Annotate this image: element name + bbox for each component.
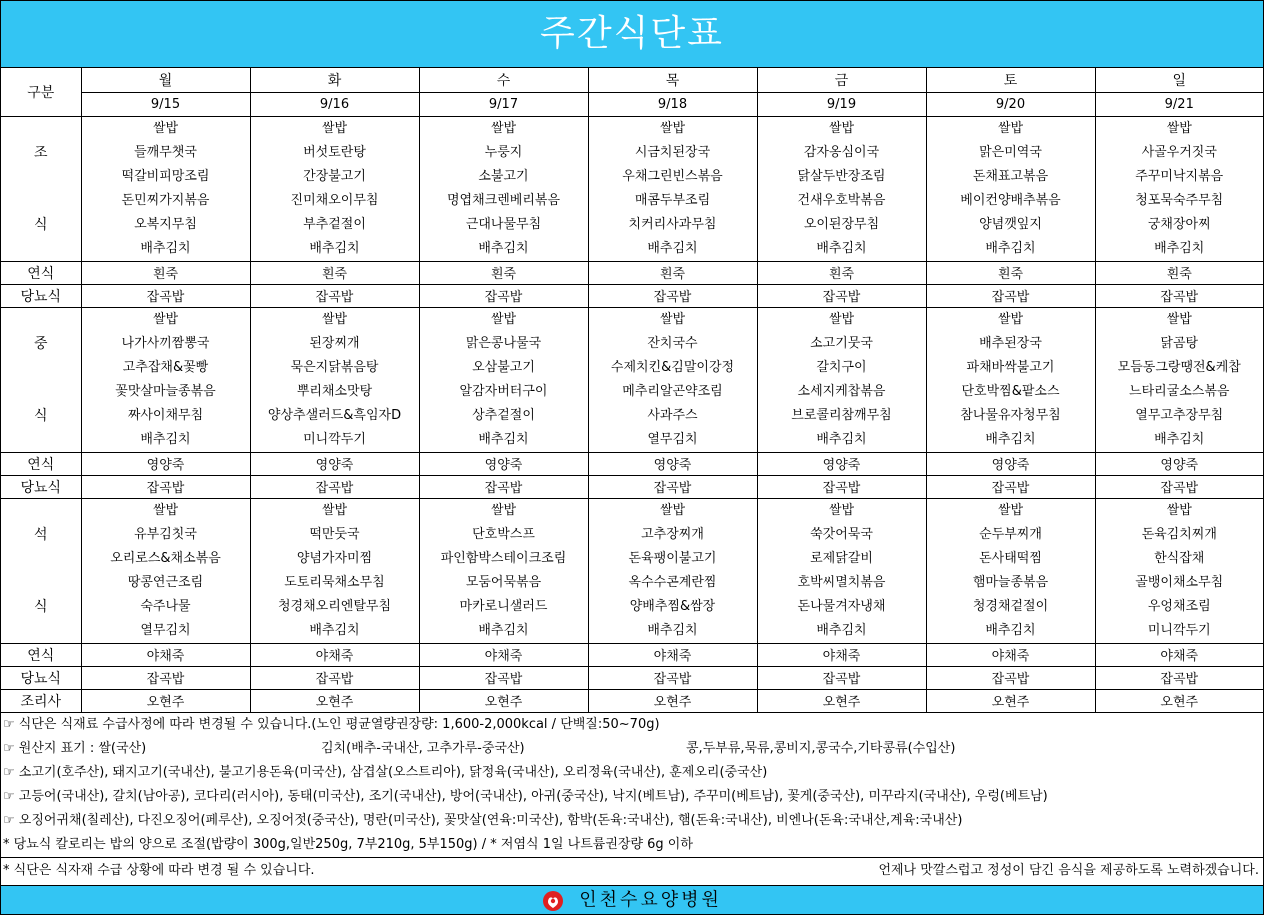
bottom-notice-right: 언제나 맛깔스럽고 정성이 담긴 음식을 제공하도록 노력하겠습니다. (878, 862, 1259, 878)
menu-item: 부추겉절이 (303, 216, 366, 232)
menu-item: 쌀밥 (490, 502, 517, 518)
dinner-soft-cell: 야채죽 (926, 643, 1095, 666)
menu-table (1, 68, 1263, 713)
page-title: 주간식단표 (1, 1, 1263, 68)
dinner-diabetic-cell: 잡곡밥 (1095, 666, 1263, 689)
lunch-menu-cell (926, 307, 1095, 452)
dinner-diabetic-row (1, 666, 1263, 689)
lunch-diabetic-cell: 잡곡밥 (757, 475, 926, 498)
lunch-menu-cell (757, 307, 926, 452)
lunch-diabetic-cell: 잡곡밥 (81, 475, 250, 498)
menu-item: 배추김치 (309, 240, 360, 256)
dinner-soft-cell: 야채죽 (250, 643, 419, 666)
menu-item: 미니깍두기 (303, 431, 366, 447)
dinner-menu-cell (81, 498, 250, 643)
menu-item: 근대나물무침 (465, 216, 542, 232)
menu-item: 참나물유자청무침 (960, 407, 1061, 423)
menu-item: 청경채오리엔탈무침 (277, 598, 392, 614)
day-name: 일 (1095, 68, 1263, 92)
dinner-soft-cell: 야채죽 (419, 643, 588, 666)
menu-item: 쌀밥 (490, 120, 517, 136)
menu-item: 열무고추장무침 (1135, 407, 1224, 423)
menu-item: 쌀밥 (828, 120, 855, 136)
menu-item: 모둠어묵볶음 (465, 574, 542, 590)
cook-label: 조리사 (1, 689, 81, 712)
dinner-soft-cell: 야채죽 (588, 643, 757, 666)
menu-item: 배추김치 (816, 622, 867, 638)
menu-item: 한식잡채 (1154, 550, 1205, 566)
note-origin-rice-kimchi (1, 737, 1263, 761)
breakfast-diabetic-row (1, 284, 1263, 307)
dinner-soft-cell: 야채죽 (757, 643, 926, 666)
lunch-soft-cell: 영양죽 (419, 452, 588, 475)
dinner-diabetic-cell: 잡곡밥 (926, 666, 1095, 689)
menu-item: 매콤두부조림 (634, 192, 711, 208)
menu-item: 궁채장아찌 (1147, 216, 1211, 232)
day-name: 화 (250, 68, 419, 92)
menu-item: 오리로스&채소볶음 (110, 550, 221, 566)
menu-item: 진미채오이무침 (290, 192, 379, 208)
breakfast-menu-cell (757, 116, 926, 261)
menu-item: 햄마늘종볶음 (972, 574, 1049, 590)
menu-item: 쌀밥 (997, 311, 1024, 327)
menu-item: 배추된장국 (979, 335, 1042, 351)
breakfast-label-bottom: 식 (33, 216, 48, 233)
cook-cell: 오현주 (757, 689, 926, 712)
menu-item: 메추리알곤약조림 (622, 383, 723, 399)
menu-item: 감자옹심이국 (803, 144, 880, 160)
day-name: 수 (419, 68, 588, 92)
menu-item: 알감자버터구이 (459, 383, 548, 399)
dinner-label-bottom: 식 (33, 598, 48, 615)
dinner-menu-cell (757, 498, 926, 643)
menu-item: 호박씨멸치볶음 (797, 574, 886, 590)
day-name: 금 (757, 68, 926, 92)
menu-item: 배추김치 (816, 431, 867, 447)
menu-item: 쌀밥 (828, 311, 855, 327)
header-date-row (1, 92, 1263, 116)
lunch-soft-cell: 영양죽 (250, 452, 419, 475)
dinner-diabetic-cell: 잡곡밥 (588, 666, 757, 689)
breakfast-diabetic-cell: 잡곡밥 (81, 284, 250, 307)
hospital-logo-icon (542, 890, 564, 912)
header-gubun: 구분 (1, 68, 81, 116)
breakfast-diabetic-cell: 잡곡밥 (1095, 284, 1263, 307)
breakfast-soft-label: 연식 (1, 261, 81, 284)
menu-item: 간장불고기 (303, 168, 366, 184)
breakfast-diabetic-cell: 잡곡밥 (926, 284, 1095, 307)
menu-item: 양상추샐러드&흑임자D (267, 407, 402, 423)
day-date: 9/15 (81, 92, 250, 116)
menu-item: 꽃맛살마늘종볶음 (115, 383, 216, 399)
day-date: 9/19 (757, 92, 926, 116)
menu-item: 오복지무침 (134, 216, 197, 232)
dinner-diabetic-cell: 잡곡밥 (757, 666, 926, 689)
menu-item: 오삼불고기 (472, 359, 535, 375)
menu-item: 모듬동그랑땡전&케찹 (1117, 359, 1241, 375)
breakfast-label-top: 조 (33, 144, 48, 161)
menu-item: 도토리묵채소무침 (284, 574, 385, 590)
menu-item: 쌀밥 (321, 502, 348, 518)
dinner-menu-cell (1095, 498, 1263, 643)
breakfast-soft-cell: 흰죽 (588, 261, 757, 284)
lunch-menu-cell (81, 307, 250, 452)
menu-item: 상추겉절이 (472, 407, 535, 423)
dinner-menu-cell (250, 498, 419, 643)
dinner-menu-cell (926, 498, 1095, 643)
menu-item: 버섯토란탕 (303, 144, 366, 160)
day-date: 9/16 (250, 92, 419, 116)
note-origin-fish: ☞ 고등어(국내산), 갈치(남아공), 코다리(러시아), 동태(미국산), 조기(국내산), 방어(국내산), 아귀(중국산), 낙지(베트남), 주꾸미(베트남), 꽃게(중국산), 미꾸라지(국내산), 우렁(베트남) (3, 788, 1048, 804)
dinner-menu-cell (419, 498, 588, 643)
menu-item: 쌀밥 (1166, 120, 1192, 136)
menu-item: 건새우호박볶음 (797, 192, 886, 208)
menu-item: 치커리사과무침 (628, 216, 717, 232)
dinner-soft-cell: 야채죽 (81, 643, 250, 666)
menu-item: 마카로니샐러드 (459, 598, 548, 614)
menu-item: 쌀밥 (828, 502, 855, 518)
cook-cell: 오현주 (926, 689, 1095, 712)
lunch-label (1, 307, 81, 452)
menu-item: 숙주나물 (140, 598, 191, 614)
lunch-row (1, 307, 1263, 452)
cook-cell: 오현주 (419, 689, 588, 712)
lunch-label-bottom: 식 (33, 407, 48, 424)
menu-item: 순두부찌개 (979, 526, 1042, 542)
cook-cell: 오현주 (250, 689, 419, 712)
menu-item: 배추김치 (985, 240, 1036, 256)
dinner-diabetic-cell: 잡곡밥 (250, 666, 419, 689)
menu-item: 배추김치 (985, 431, 1036, 447)
dinner-row (1, 498, 1263, 643)
menu-item: 시금치된장국 (634, 144, 711, 160)
menu-item: 뿌리채소맛탕 (296, 383, 373, 399)
menu-item: 쌀밥 (152, 502, 179, 518)
notes-section (1, 713, 1263, 857)
lunch-menu-cell (588, 307, 757, 452)
breakfast-soft-cell: 흰죽 (926, 261, 1095, 284)
menu-item: 청포묵숙주무침 (1135, 192, 1224, 208)
lunch-diabetic-cell: 잡곡밥 (1095, 475, 1263, 498)
menu-item: 쌀밥 (152, 311, 179, 327)
dinner-diabetic-cell: 잡곡밥 (419, 666, 588, 689)
menu-item: 쌀밥 (997, 502, 1024, 518)
menu-item: 양념가자미찜 (296, 550, 373, 566)
breakfast-menu-cell (250, 116, 419, 261)
lunch-diabetic-cell: 잡곡밥 (926, 475, 1095, 498)
note-origin-meat: ☞ 소고기(호주산), 돼지고기(국내산), 불고기용돈육(미국산), 삼겹살(오스트리아), 닭정육(국내산), 오리정육(국내산), 훈제오리(중국산) (3, 764, 768, 780)
lunch-diabetic-cell: 잡곡밥 (588, 475, 757, 498)
cook-cell: 오현주 (1095, 689, 1263, 712)
lunch-diabetic-label: 당뇨식 (1, 475, 81, 498)
menu-item: 쌀밥 (659, 502, 686, 518)
menu-item: 배추김치 (140, 240, 191, 256)
breakfast-soft-row (1, 261, 1263, 284)
dinner-diabetic-label: 당뇨식 (1, 666, 81, 689)
lunch-soft-cell: 영양죽 (1095, 452, 1263, 475)
menu-item: 유부김칫국 (134, 526, 197, 542)
menu-item: 닭살두반장조림 (797, 168, 886, 184)
menu-item: 된장찌개 (309, 335, 360, 351)
menu-item: 돈사태떡찜 (979, 550, 1042, 566)
breakfast-diabetic-label: 당뇨식 (1, 284, 81, 307)
day-date: 9/20 (926, 92, 1095, 116)
menu-item: 짜사이채무침 (127, 407, 204, 423)
menu-item: 고추잡채&꽃빵 (122, 359, 209, 375)
menu-item: 옥수수콘계란찜 (628, 574, 717, 590)
menu-item: 누룽지 (484, 144, 523, 160)
breakfast-menu-cell (926, 116, 1095, 261)
menu-item: 쌀밥 (1166, 311, 1192, 327)
menu-item: 돈나물겨자냉채 (797, 598, 886, 614)
breakfast-soft-cell: 흰죽 (419, 261, 588, 284)
menu-item: 파인함박스테이크조림 (440, 550, 567, 566)
breakfast-soft-cell: 흰죽 (1095, 261, 1263, 284)
menu-item: 쌀밥 (997, 120, 1024, 136)
menu-item: 열무김치 (647, 431, 698, 447)
menu-item: 배추김치 (985, 622, 1036, 638)
menu-item: 쌀밥 (152, 120, 179, 136)
menu-item: 배추김치 (1154, 431, 1205, 447)
menu-item: 단호박스프 (472, 526, 535, 542)
header-day-row (1, 68, 1263, 92)
menu-item: 쑥갓어묵국 (810, 526, 873, 542)
menu-item: 느타리굴소스볶음 (1129, 383, 1230, 399)
lunch-menu-cell (419, 307, 588, 452)
breakfast-label (1, 116, 81, 261)
menu-item: 배추김치 (647, 240, 698, 256)
menu-item: 소고기뭇국 (810, 335, 873, 351)
dinner-label (1, 498, 81, 643)
breakfast-soft-cell: 흰죽 (81, 261, 250, 284)
lunch-diabetic-cell: 잡곡밥 (419, 475, 588, 498)
menu-item: 배추김치 (478, 240, 529, 256)
dinner-soft-cell: 야채죽 (1095, 643, 1263, 666)
menu-item: 우채그린빈스볶음 (622, 168, 723, 184)
menu-item: 배추김치 (309, 622, 360, 638)
day-date: 9/18 (588, 92, 757, 116)
note-origin-processed: ☞ 오징어귀채(칠레산), 다진오징어(페루산), 오징어젓(중국산), 명란(미국산), 꽃맛살(연육:미국산), 함박(돈육:국내산), 햄(돈육:국내산), 비엔나(돈육:국내산,계육:국내산) (3, 812, 963, 828)
dinner-menu-cell (588, 498, 757, 643)
menu-item: 돈민찌가지볶음 (121, 192, 210, 208)
lunch-diabetic-row (1, 475, 1263, 498)
menu-item: 배추김치 (647, 622, 698, 638)
menu-item: 나가사끼짬뽕국 (121, 335, 210, 351)
menu-item: 쌀밥 (321, 311, 348, 327)
menu-item: 배추김치 (816, 240, 867, 256)
lunch-soft-row (1, 452, 1263, 475)
menu-item: 배추김치 (478, 622, 529, 638)
menu-item: 우엉채조림 (1147, 598, 1211, 614)
menu-item: 들깨무챗국 (134, 144, 197, 160)
menu-item: 돈육팽이불고기 (628, 550, 717, 566)
menu-item: 쌀밥 (490, 311, 517, 327)
cook-cell: 오현주 (81, 689, 250, 712)
lunch-soft-cell: 영양죽 (81, 452, 250, 475)
menu-item: 고추장찌개 (641, 526, 704, 542)
day-name: 목 (588, 68, 757, 92)
menu-item: 파채바싹불고기 (966, 359, 1055, 375)
lunch-soft-cell: 영양죽 (757, 452, 926, 475)
menu-item: 묵은지닭볶음탕 (290, 359, 379, 375)
menu-item: 명엽채크렌베리볶음 (446, 192, 561, 208)
menu-item: 브로콜리참깨무침 (791, 407, 892, 423)
menu-item: 로제닭갈비 (810, 550, 873, 566)
breakfast-diabetic-cell: 잡곡밥 (757, 284, 926, 307)
menu-item: 쌀밥 (659, 120, 686, 136)
day-date: 9/17 (419, 92, 588, 116)
day-name: 월 (81, 68, 250, 92)
cook-row (1, 689, 1263, 712)
breakfast-soft-cell: 흰죽 (250, 261, 419, 284)
breakfast-diabetic-cell: 잡곡밥 (419, 284, 588, 307)
lunch-soft-label: 연식 (1, 452, 81, 475)
lunch-soft-cell: 영양죽 (588, 452, 757, 475)
menu-item: 배추김치 (1154, 240, 1205, 256)
menu-item: 떡갈비피망조림 (121, 168, 210, 184)
menu-item: 단호박찜&팥소스 (961, 383, 1060, 399)
menu-item: 닭곰탕 (1160, 335, 1199, 351)
menu-item: 갈치구이 (816, 359, 867, 375)
menu-item: 골뱅이채소무침 (1135, 574, 1224, 590)
dinner-soft-row (1, 643, 1263, 666)
menu-item: 소불고기 (478, 168, 529, 184)
menu-item: 양배추찜&쌈장 (629, 598, 716, 614)
menu-item: 청경채겉절이 (972, 598, 1049, 614)
lunch-soft-cell: 영양죽 (926, 452, 1095, 475)
breakfast-diabetic-cell: 잡곡밥 (588, 284, 757, 307)
breakfast-soft-cell: 흰죽 (757, 261, 926, 284)
menu-item: 떡만둣국 (309, 526, 360, 542)
menu-item: 돈육김치찌개 (1141, 526, 1217, 542)
lunch-diabetic-cell: 잡곡밥 (250, 475, 419, 498)
menu-item: 사과주스 (647, 407, 698, 423)
menu-item: 베이컨양배추볶음 (960, 192, 1061, 208)
note-origin-rice: ☞ 원산지 표기 : 쌀(국산) (3, 740, 147, 756)
menu-item: 쌀밥 (321, 120, 348, 136)
menu-item: 열무김치 (140, 622, 191, 638)
hospital-name: 인천수요양병원 (579, 889, 722, 911)
menu-item: 맑은콩나물국 (465, 335, 542, 351)
breakfast-menu-cell (419, 116, 588, 261)
menu-item: 오이된장무침 (803, 216, 880, 232)
menu-item: 쌀밥 (1166, 502, 1192, 518)
bottom-notice (1, 857, 1263, 884)
lunch-label-top: 중 (33, 335, 48, 352)
note-diabetic-diet: * 당뇨식 칼로리는 밥의 양으로 조절(밥량이 300g,일반250g, 7부210g, 5부150g) / * 저염식 1일 나트륨권장량 6g 이하 (3, 836, 693, 852)
menu-item: 수제치킨&김말이강정 (610, 359, 735, 375)
menu-item: 배추김치 (140, 431, 191, 447)
lunch-menu-cell (250, 307, 419, 452)
menu-item: 사골우거짓국 (1141, 144, 1217, 160)
note-origin-kimchi: 김치(배추-국내산, 고추가루-중국산) (321, 740, 525, 756)
menu-item: 돈채표고볶음 (972, 168, 1049, 184)
bottom-notice-left: * 식단은 식자재 수급 상황에 따라 변경 될 수 있습니다. (3, 862, 315, 878)
dinner-soft-label: 연식 (1, 643, 81, 666)
note-origin-beans: 콩,두부류,묵류,콩비지,콩국수,기타콩류(수입산) (686, 740, 956, 756)
day-date: 9/21 (1095, 92, 1263, 116)
breakfast-row (1, 116, 1263, 261)
menu-item: 주꾸미낙지볶음 (1135, 168, 1224, 184)
cook-cell: 오현주 (588, 689, 757, 712)
menu-item: 맑은미역국 (979, 144, 1042, 160)
menu-item: 소세지케찹볶음 (797, 383, 886, 399)
menu-item: 잔치국수 (647, 335, 698, 351)
lunch-menu-cell (1095, 307, 1263, 452)
breakfast-menu-cell (588, 116, 757, 261)
menu-item: 배추김치 (478, 431, 529, 447)
breakfast-menu-cell (1095, 116, 1263, 261)
breakfast-diabetic-cell: 잡곡밥 (250, 284, 419, 307)
note-menu-change: ☞ 식단은 식재료 수급사정에 따라 변경될 수 있습니다.(노인 평균열량권장량: 1,600-2,000kcal / 단백질:50~70g) (3, 716, 660, 732)
menu-item: 쌀밥 (659, 311, 686, 327)
breakfast-menu-cell (81, 116, 250, 261)
dinner-label-top: 석 (33, 526, 48, 543)
footer-banner (1, 885, 1263, 914)
dinner-diabetic-cell: 잡곡밥 (81, 666, 250, 689)
menu-item: 미니깍두기 (1147, 622, 1211, 638)
day-name: 토 (926, 68, 1095, 92)
menu-item: 양념깻잎지 (979, 216, 1042, 232)
menu-item: 땅콩연근조림 (127, 574, 204, 590)
